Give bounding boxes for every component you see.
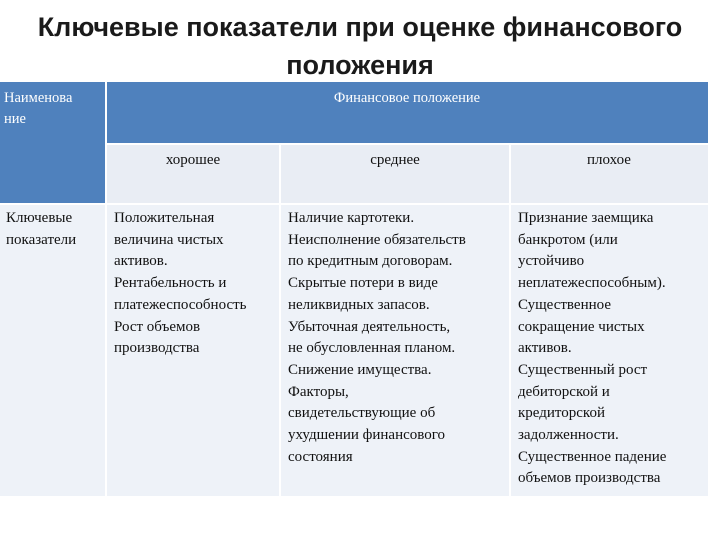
row-label-key-indicators: Ключевые показатели <box>0 204 106 496</box>
cell-good-indicators: Положительная величина чистых активов. Рентабельность и платежеспособность Рост объемов производства <box>106 204 280 496</box>
header-financial-position: Финансовое положение <box>106 82 708 144</box>
header-name-column: Наименова ние <box>0 82 106 204</box>
slide-title-line-1: Ключевые показатели при оценке финансового <box>37 12 683 42</box>
grid-divider <box>0 203 708 205</box>
slide-title <box>0 8 720 84</box>
grid-divider <box>106 143 708 145</box>
grid-divider <box>509 144 511 496</box>
grid-divider <box>279 144 281 496</box>
header-medium: среднее <box>280 144 510 204</box>
header-good: хорошее <box>106 144 280 204</box>
key-indicators-table <box>0 82 708 496</box>
cell-bad-indicators: Признание заемщика банкротом (или устойчиво неплатежеспособным). Существенное сокращение чистых активов. Существенный рост дебиторской и кредиторской задолженности. Существенное падение объемов производства <box>510 204 708 496</box>
header-bad: плохое <box>510 144 708 204</box>
slide-title-line-2: положения <box>286 50 434 80</box>
cell-medium-indicators: Наличие картотеки. Неисполнение обязательств по кредитным договорам. Скрытые потери в виде неликвидных запасов. Убыточная деятельность, не обусловленная планом. Снижение имущества. Факторы, свидетельствующие об ухудшении финансового состояния <box>280 204 510 496</box>
